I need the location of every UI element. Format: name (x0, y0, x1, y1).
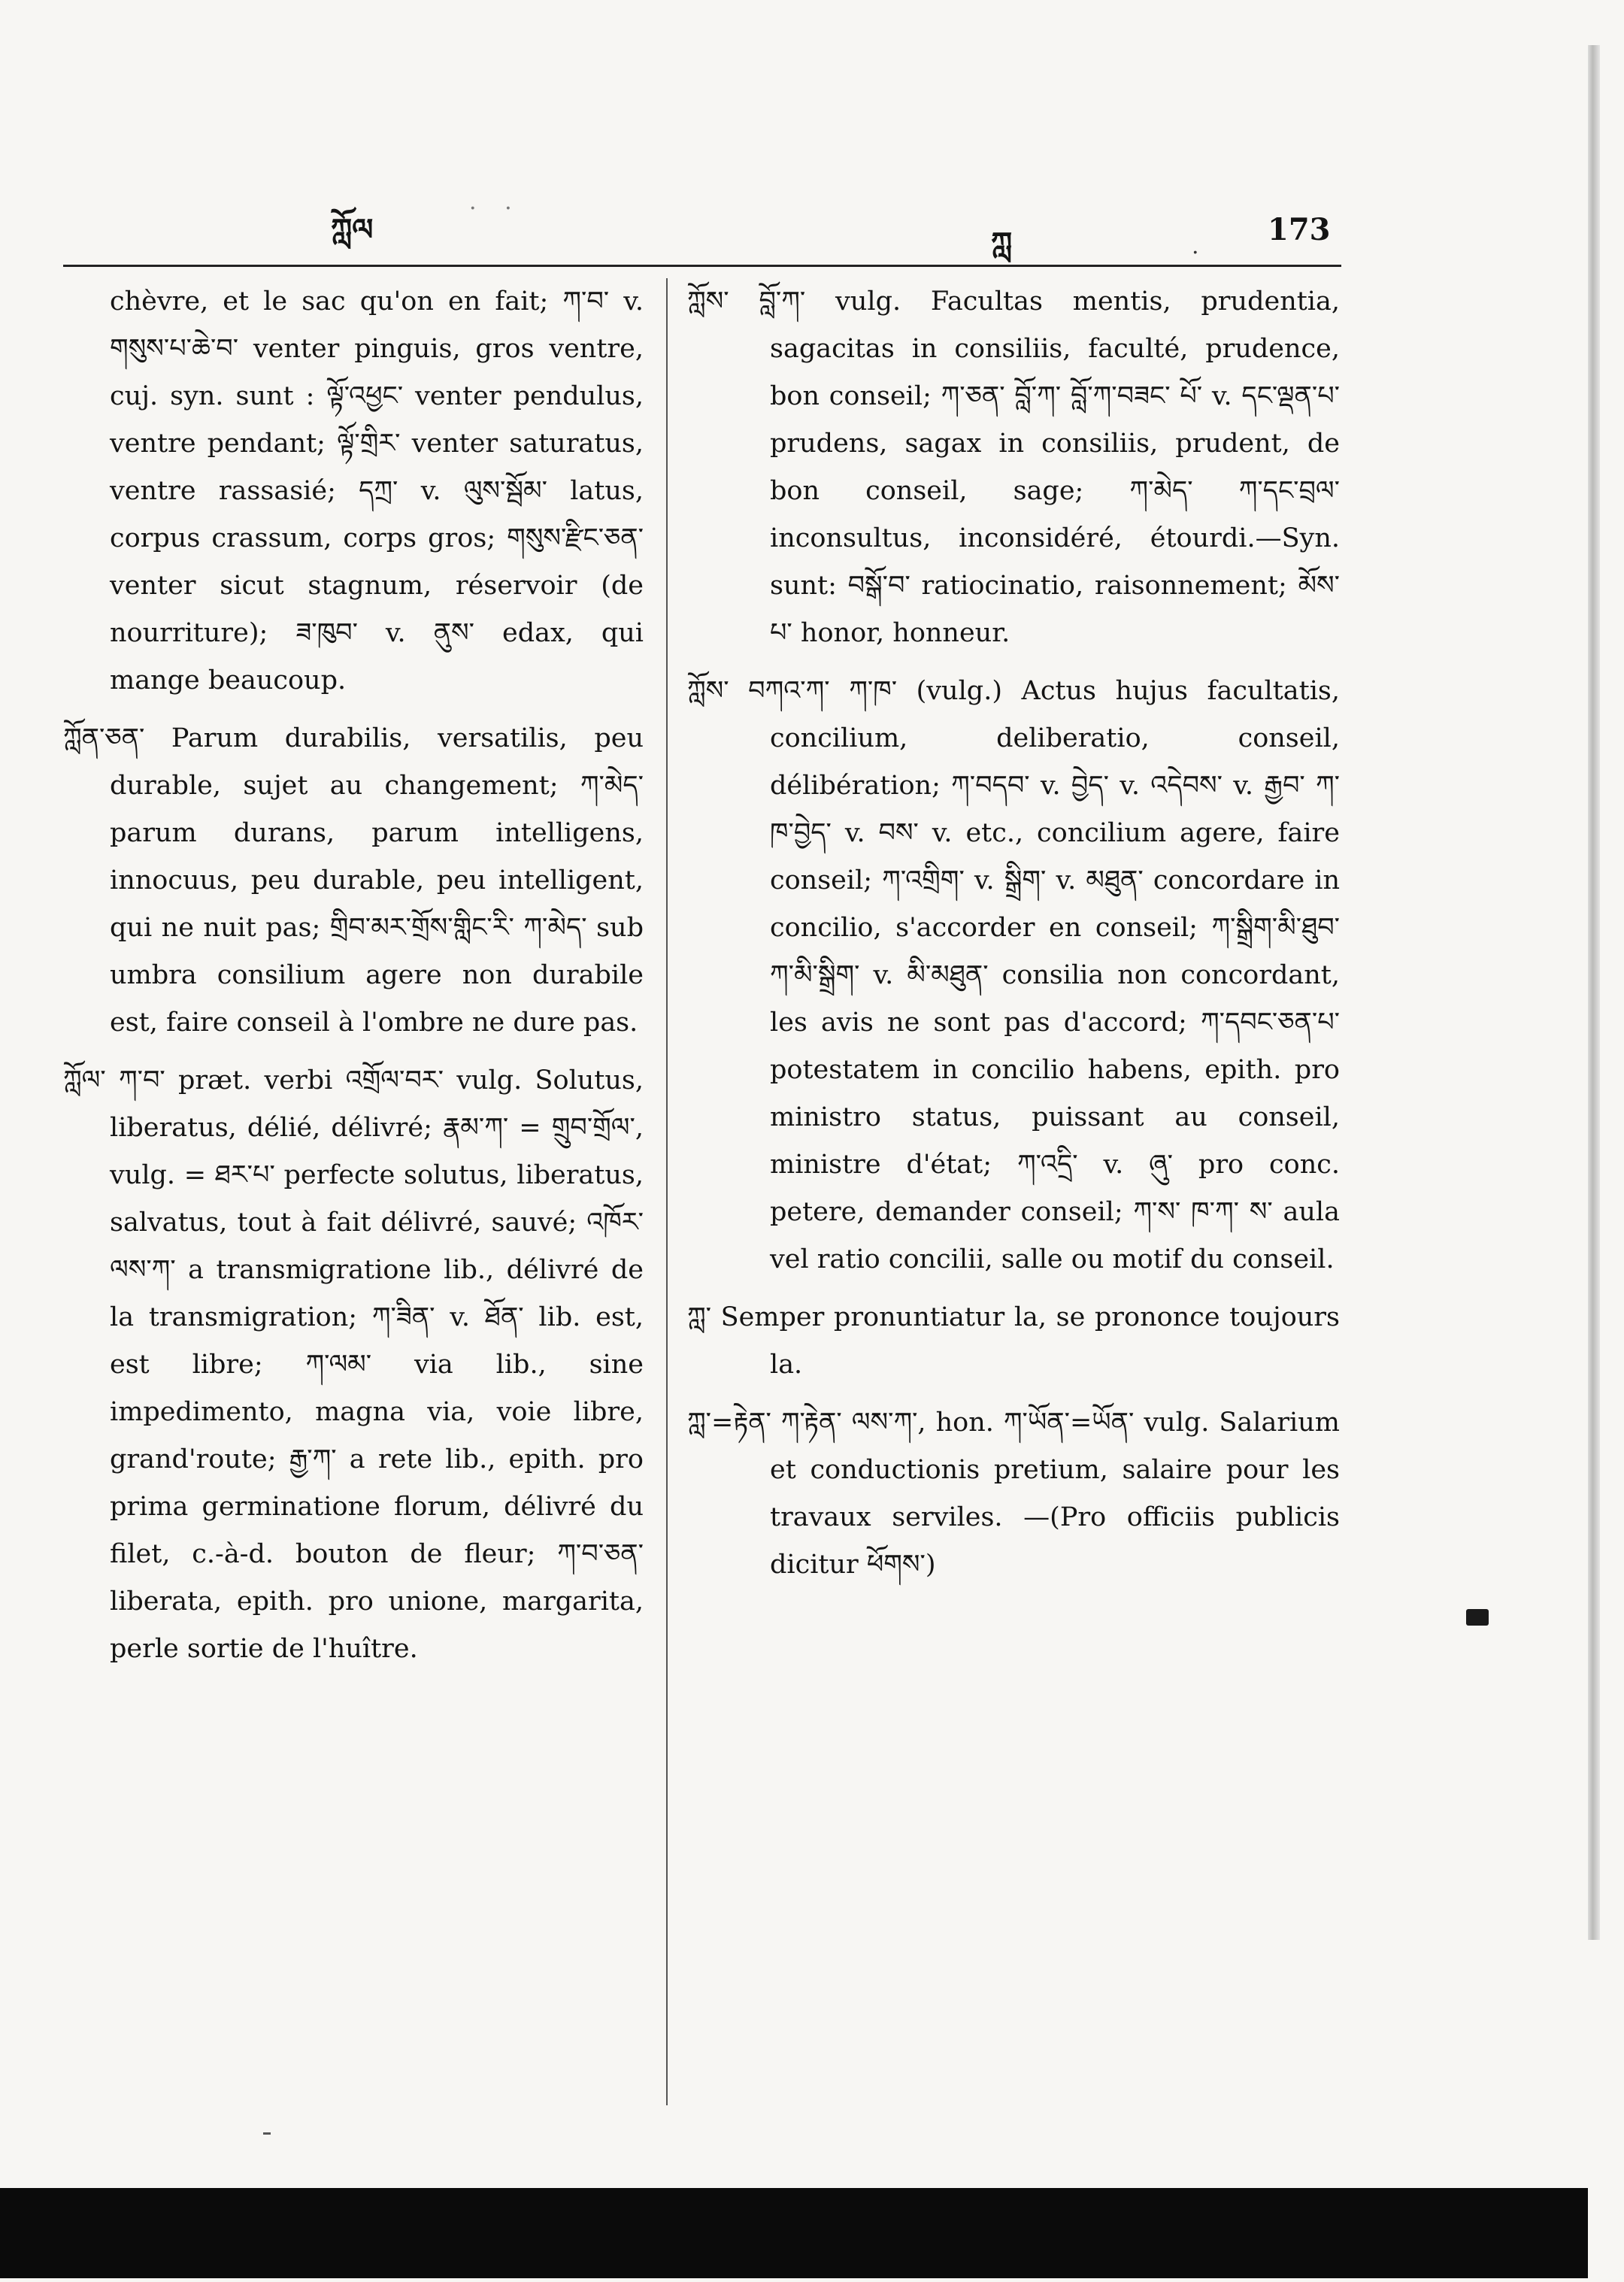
header-rule (63, 265, 1341, 267)
scan-speck (263, 2132, 271, 2135)
dictionary-entry: ཀློས་ བཀའ་ཀ་ ཀ་ཁ་ (vulg.) Actus hujus facultatis, concilium, deliberatio, conseil, délibération; ཀ་བདབ་ v. བྱེད་ v. འདེབས་ v. རྒྱབ་ ཀ་ཁ་བྱེད་ v. བས་ v. etc., concilium agere, faire conseil; ཀ་འགྲིག་ v. སྒྲིག་ v. མཐུན་ concordare in concilio, s'accorder en conseil; ཀ་སྒྲིག་མི་ཐུབ་ ཀ་མི་སྒྲིག་ v. མི་མཐུན་ consilia non concordant, les avis ne sont pas d'accord; ཀ་དབང་ཅན་པ་ potestatem in concilio habens, epith. pro ministro status, puissant au conseil, ministre d'état; ཀ་འདྲི་ v. ཞུ་ pro conc. petere, demander conseil; ཀ་ས་ ཁ་ཀ་ ས་ aula vel ratio concilii, salle ou motif du conseil. (687, 676, 1340, 1274)
right-column (687, 278, 1340, 1589)
header-speck: . (1192, 233, 1199, 259)
dictionary-entry: ཀློལ་ ཀ་བ་ præt. verbi འགྲོལ་བར་ vulg. Solutus, liberatus, délié, délivré; རྣམ་ཀ་ = གྲུབ་གྲོལ་, vulg. = ཐར་པ་ perfecte solutus, liberatus, salvatus, tout à fait délivré, sauvé; འཁོར་ལས་ཀ་ a transmigratione lib., délivré de la transmigration; ཀ་ཟིན་ v. ཐོན་ lib. est, est libre; ཀ་ལམ་ via lib., sine impedimento, magna via, voie libre, grand'route; རྒྱ་ཀ་ a rete lib., epith. pro prima germinatione florum, délivré du filet, c.-à-d. bouton de fleur; ཀ་བ་ཅན་ liberata, epith. pro unione, margarita, perle sortie de l'huître. (63, 1065, 644, 1664)
scan-bottom-border (0, 2188, 1588, 2278)
dictionary-entry: ཀློས་ བློ་ཀ་ vulg. Facultas mentis, prudentia, sagacitas in consiliis, faculté, prudence, bon conseil; ཀ་ཅན་ བློ་ཀ་ བློ་ཀ་བཟང་ པོ་ v. དང་ལྡན་པ་ prudens, sagax in consiliis, prudent, de bon conseil, sage; ཀ་མེད་ ཀ་དང་བྲལ་ inconsultus, inconsidéré, étourdi.—Syn. sunt: བསྒོ་བ་ ratiocinatio, raisonnement; མོས་པ་ honor, honneur. (687, 286, 1340, 648)
column-divider (666, 278, 668, 2105)
left-running-headword: ཀློལ (331, 213, 374, 247)
header-specks: · · (469, 195, 523, 222)
page-number: 173 (1268, 212, 1331, 247)
left-column (63, 278, 644, 1673)
margin-mark (1466, 1609, 1489, 1626)
page-header (0, 180, 1588, 261)
dictionary-entry-continued: chèvre, et le sac qu'on en fait; ཀ་བ་ v. གསུས་པ་ཆེ་བ་ venter pinguis, gros ventre, cuj. syn. sunt : ལྟོ་འཕྱང་ venter pendulus, ventre pendant; ལྟོ་གྲིར་ venter saturatus, ventre rassasié; དཀྲ་ v. ལུས་སྦོམ་ latus, corpus crassum, corps gros; གསུས་རྫིང་ཅན་ venter sicut stagnum, réservoir (de nourriture); ཟ་ཁུབ་ v. ནུས་ edax, qui mange beaucoup. (110, 286, 644, 696)
dictionary-entry: ཀློན་ཅན་ Parum durabilis, versatilis, peu durable, sujet au changement; ཀ་མེད་ parum durans, parum intelligens, innocuus, peu durable, peu intelligent, qui ne nuit pas; གྲིབ་མར་གྲོས་གླིང་རི་ ཀ་མེད་ sub umbra consilium agere non durabile est, faire conseil à l'ombre ne dure pas. (63, 723, 644, 1038)
scan-edge (1588, 45, 1600, 1940)
dictionary-entry: ཀླ་=རྟེན་ ཀ་རྟེན་ ལས་ཀ་, hon. ཀ་ཡོན་=ཡོན་ vulg. Salarium et conductionis pretium, salaire pour les travaux serviles. —(Pro officiis publicis dicitur ཕོགས་) (687, 1408, 1340, 1580)
dictionary-entry: ཀླ་ Semper pronuntiatur la, se prononce toujours la. (687, 1302, 1340, 1380)
right-running-headword: ཀླ (991, 226, 1013, 261)
